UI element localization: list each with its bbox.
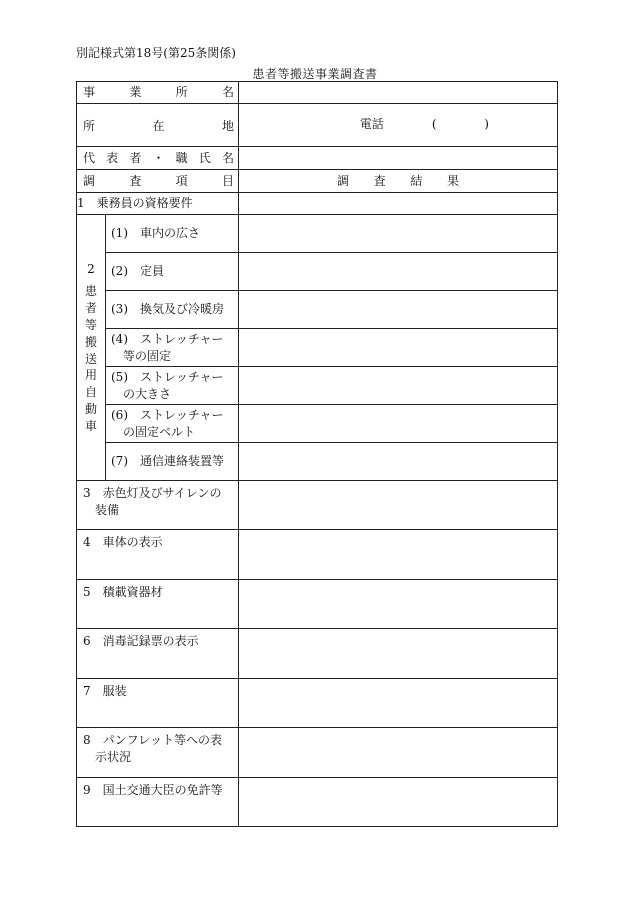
item-2-3-label: (3) 換気及び冷暖房 — [106, 291, 239, 329]
item-8-label: 8 パンフレット等への表示状況 — [77, 728, 239, 778]
row-item-7 — [77, 679, 558, 728]
result-item-2-2[interactable] — [239, 253, 558, 291]
item-3-label: 3 赤色灯及びサイレンの装備 — [77, 481, 239, 530]
result-item-2-5[interactable] — [239, 367, 558, 405]
result-item-2-3[interactable] — [239, 291, 558, 329]
item-9-label: 9 国土交通大臣の免許等 — [77, 778, 239, 827]
row-item-2-7 — [77, 443, 558, 481]
result-item-4[interactable] — [239, 530, 558, 580]
label-location: 所 在 地 — [77, 104, 239, 147]
row-item-5 — [77, 580, 558, 629]
item-2-2-label: (2) 定員 — [106, 253, 239, 291]
label-business-name: 事 業 所 名 — [77, 82, 239, 104]
result-item-2-1[interactable] — [239, 215, 558, 253]
phone-label: 電話 — [359, 117, 384, 131]
row-item-3 — [77, 481, 558, 530]
result-item-2-4[interactable] — [239, 329, 558, 367]
item-2-4-label: (4) ストレッチャー等の固定 — [106, 329, 239, 367]
result-item-8[interactable] — [239, 728, 558, 778]
item-7-label: 7 服装 — [77, 679, 239, 728]
row-item-2-5 — [77, 367, 558, 405]
header-survey-result: 調 査 結 果 — [239, 170, 558, 193]
document-title: 患者等搬送事業調査書 — [252, 67, 378, 81]
row-business-name — [77, 82, 558, 104]
row-item-1 — [77, 193, 558, 215]
item-5-label: 5 積載資器材 — [77, 580, 239, 629]
item-1-label: 1 乗務員の資格要件 — [77, 193, 239, 215]
row-column-headers — [77, 170, 558, 193]
result-item-5[interactable] — [239, 580, 558, 629]
item-2-1-label: (1) 車内の広さ — [106, 215, 239, 253]
result-item-3[interactable] — [239, 481, 558, 530]
row-representative — [77, 147, 558, 170]
row-item-2-1 — [77, 215, 558, 253]
row-item-2-6 — [77, 405, 558, 443]
result-item-7[interactable] — [239, 679, 558, 728]
item-6-label: 6 消毒記録票の表示 — [77, 629, 239, 679]
result-item-1[interactable] — [239, 193, 558, 215]
row-item-8 — [77, 728, 558, 778]
item-2-7-label: (7) 通信連絡装置等 — [106, 443, 239, 481]
row-location — [77, 104, 558, 147]
row-item-4 — [77, 530, 558, 580]
location-field[interactable] — [239, 104, 558, 147]
row-item-2-2 — [77, 253, 558, 291]
business-name-field[interactable] — [239, 82, 558, 104]
result-item-9[interactable] — [239, 778, 558, 827]
row-item-2-3 — [77, 291, 558, 329]
representative-field[interactable] — [239, 147, 558, 170]
result-item-2-7[interactable] — [239, 443, 558, 481]
item-2-5-label: (5) ストレッチャーの大きさ — [106, 367, 239, 405]
row-item-9 — [77, 778, 558, 827]
phone-parens: ( ) — [431, 117, 511, 131]
result-item-2-6[interactable] — [239, 405, 558, 443]
item-2-6-label: (6) ストレッチャーの固定ベルト — [106, 405, 239, 443]
item-2-group-label: 2 患 者 等 搬 送 用 自 動 車 — [77, 215, 106, 481]
label-representative: 代 表 者 ・ 職 氏 名 — [77, 147, 239, 170]
header-survey-item: 調 査 項 目 — [77, 170, 239, 193]
row-item-2-4 — [77, 329, 558, 367]
item-4-label: 4 車体の表示 — [77, 530, 239, 580]
row-item-6 — [77, 629, 558, 679]
result-item-6[interactable] — [239, 629, 558, 679]
form-number: 別記様式第18号(第25条関係) — [76, 46, 236, 60]
survey-table — [76, 81, 558, 827]
